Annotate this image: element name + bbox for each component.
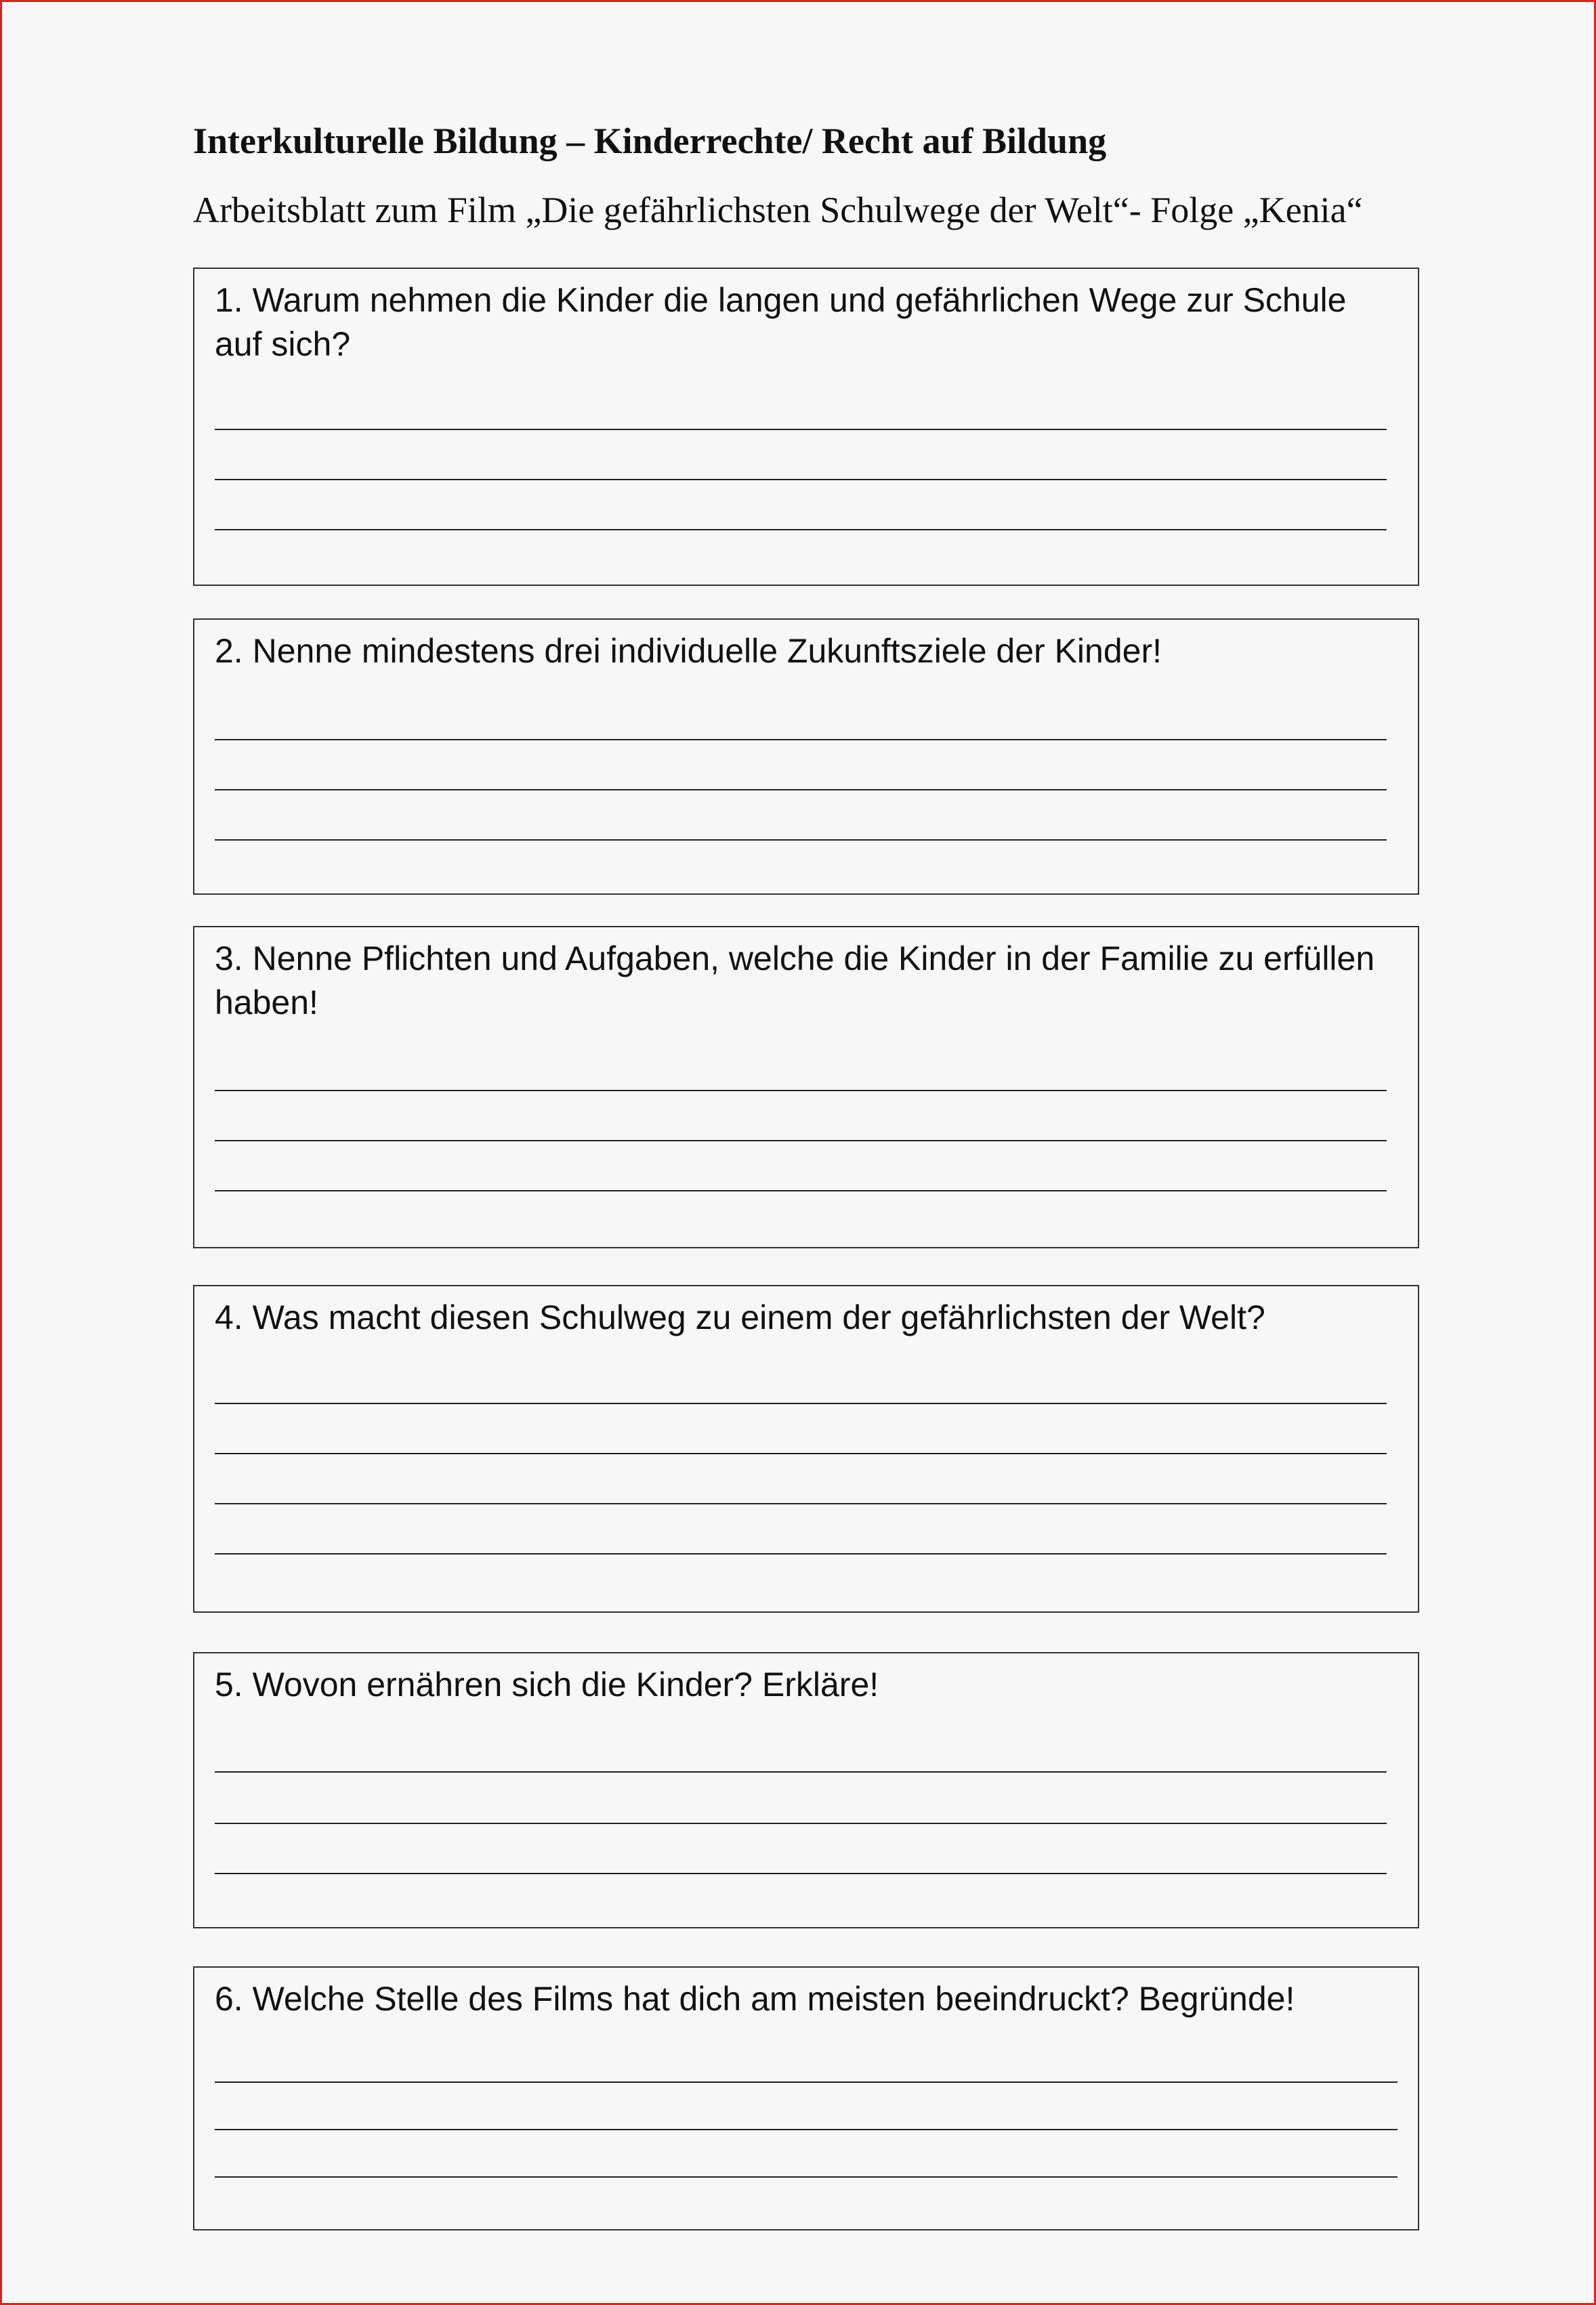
question-text-2: 2. Nenne mindestens drei individuelle Zukunftsziele der Kinder! <box>215 632 1162 670</box>
question-text-3: 3. Nenne Pflichten und Aufgaben, welche die Kinder in der Familie zu erfüllen haben! <box>215 939 1375 1021</box>
answer-line[interactable] <box>215 2176 1398 2178</box>
answer-line[interactable] <box>215 1453 1387 1454</box>
answer-line[interactable] <box>215 1140 1387 1141</box>
answer-line[interactable] <box>215 789 1387 790</box>
question-text-1: 1. Warum nehmen die Kinder die langen und gefährlichen Wege zur Schule auf sich? <box>215 281 1347 363</box>
question-text-6: 6. Welche Stelle des Films hat dich am meisten beeindruckt? Begründe! <box>215 1980 1295 2018</box>
answer-line[interactable] <box>215 1553 1387 1555</box>
question-box-1 <box>193 268 1419 586</box>
question-box-5 <box>193 1652 1419 1928</box>
answer-line[interactable] <box>215 529 1387 530</box>
answer-line[interactable] <box>215 479 1387 480</box>
answer-line[interactable] <box>215 1190 1387 1191</box>
answer-line[interactable] <box>215 2081 1398 2083</box>
answer-line[interactable] <box>215 739 1387 740</box>
question-box-2 <box>193 618 1419 895</box>
question-box-6 <box>193 1966 1419 2230</box>
question-text-5: 5. Wovon ernähren sich die Kinder? Erkläre! <box>215 1666 879 1704</box>
answer-line[interactable] <box>215 1503 1387 1504</box>
answer-line[interactable] <box>215 1823 1387 1824</box>
answer-line[interactable] <box>215 839 1387 841</box>
worksheet-subtitle: Arbeitsblatt zum Film „Die gefährlichsten Schulwege der Welt“- Folge „Kenia“ <box>193 190 1363 230</box>
answer-line[interactable] <box>215 1771 1387 1773</box>
answer-line[interactable] <box>215 429 1387 430</box>
question-box-3 <box>193 926 1419 1248</box>
answer-line[interactable] <box>215 1873 1387 1874</box>
worksheet-title: Interkulturelle Bildung – Kinderrechte/ Recht auf Bildung <box>193 121 1107 161</box>
question-box-4 <box>193 1285 1419 1613</box>
answer-line[interactable] <box>215 1403 1387 1404</box>
answer-line[interactable] <box>215 1090 1387 1091</box>
question-text-4: 4. Was macht diesen Schulweg zu einem der gefährlichsten der Welt? <box>215 1298 1265 1336</box>
answer-line[interactable] <box>215 2129 1398 2130</box>
